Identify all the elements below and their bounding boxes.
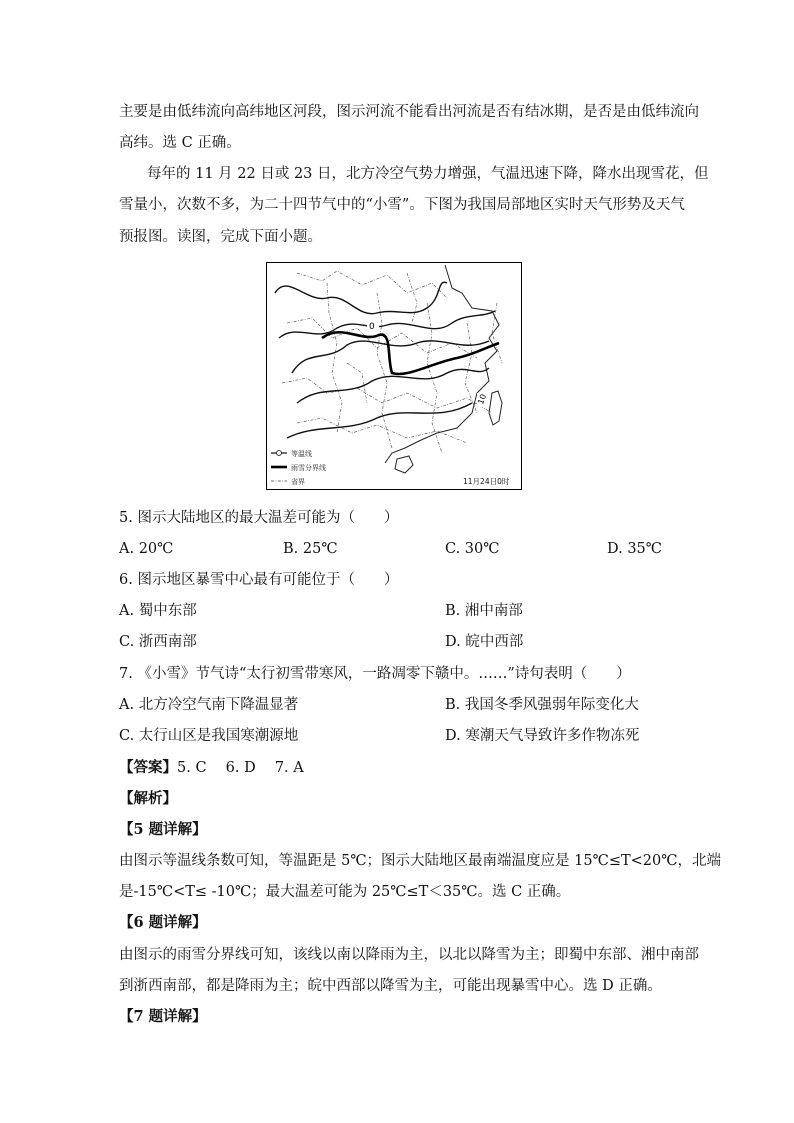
question-7-stem: 7. 《小雪》节气诗“太行初雪带寒风，一路凋零下赣中。……”诗句表明（ ） bbox=[119, 666, 631, 682]
isotherm-label-ten: 10 bbox=[476, 392, 489, 406]
legend-isotherm-marker bbox=[277, 451, 282, 456]
question-6-stem: 6. 图示地区暴雪中心最有可能位于（ ） bbox=[119, 572, 399, 588]
legend-isotherm-label: 等温线 bbox=[291, 450, 312, 458]
isotherms bbox=[275, 282, 495, 438]
q6-explanation-line-2: 到浙西南部，都是降雨为主；皖中西部以降雪为主，可能出现暴雪中心。选 D 正确。 bbox=[119, 978, 662, 994]
q5-explanation-title: 【5 题详解】 bbox=[119, 821, 207, 838]
hainan-island bbox=[395, 456, 413, 473]
weather-map-drawing bbox=[267, 263, 520, 488]
q7-explanation-title: 【7 题详解】 bbox=[119, 1008, 207, 1025]
question-6-option-c: C. 浙西南部 bbox=[119, 634, 197, 650]
q6-explanation-title: 【6 题详解】 bbox=[119, 914, 207, 931]
question-7-option-d: D. 寒潮天气导致许多作物冻死 bbox=[445, 728, 640, 744]
question-6-option-d: D. 皖中西部 bbox=[445, 634, 524, 650]
passage-line-1: 每年的 11 月 22 日或 23 日，北方冷空气势力增强，气温迅速下降，降水出现雪花，但 bbox=[147, 166, 709, 182]
question-5-option-c: C. 30℃ bbox=[445, 541, 500, 557]
question-6-option-b: B. 湘中南部 bbox=[445, 603, 523, 619]
question-5-option-b: B. 25℃ bbox=[283, 541, 338, 557]
map-timestamp: 11月24日0时 bbox=[463, 477, 510, 486]
legend-rain-snow-label: 雨雪分界线 bbox=[291, 464, 326, 472]
question-5-stem: 5. 图示大陆地区的最大温差可能为（ ） bbox=[119, 510, 399, 526]
q5-explanation-line-1: 由图示等温线条数可知，等温距是 5℃；图示大陆地区最南端温度应是 15℃≤T<20℃，北端 bbox=[119, 853, 721, 869]
question-7-option-b: B. 我国冬季风强弱年际变化大 bbox=[445, 697, 639, 713]
question-5-option-d: D. 35℃ bbox=[607, 541, 662, 557]
question-7-option-c: C. 太行山区是我国寒潮源地 bbox=[119, 728, 299, 744]
answer-line bbox=[119, 758, 304, 778]
province-borders bbox=[282, 271, 502, 453]
weather-map bbox=[266, 262, 522, 490]
intro-line-1: 主要是由低纬流向高纬地区河段，图示河流不能看出河流是否有结冰期，是否是由低纬流向 bbox=[119, 104, 699, 120]
analysis-label: 【解析】 bbox=[119, 790, 177, 807]
passage-line-2: 雪量小，次数不多，为二十四节气中的“小雪”。下图为我国局部地区实时天气形势及天气 bbox=[119, 197, 685, 213]
question-6-option-a: A. 蜀中东部 bbox=[119, 603, 197, 619]
answer-label: 【答案】 bbox=[119, 759, 177, 776]
isotherm-label-zero: 0 bbox=[369, 322, 375, 332]
q5-explanation-line-2: 是-15℃<T≤ -10℃；最大温差可能为 25℃≤T＜35℃。选 C 正确。 bbox=[119, 884, 571, 900]
map-legend bbox=[271, 449, 326, 486]
question-7-option-a: A. 北方冷空气南下降温显著 bbox=[119, 697, 299, 713]
q6-explanation-line-1: 由图示的雨雪分界线可知，该线以南以降雨为主，以北以降雪为主；即蜀中东部、湘中南部 bbox=[119, 947, 699, 963]
question-5-option-a: A. 20℃ bbox=[119, 541, 174, 557]
intro-line-2: 高纬。选 C 正确。 bbox=[119, 135, 241, 151]
answer-text: 5. C 6. D 7. A bbox=[177, 760, 304, 776]
legend-border-label: 省界 bbox=[291, 478, 305, 486]
passage-line-3: 预报图。读图，完成下面小题。 bbox=[119, 229, 322, 245]
rain-snow-line bbox=[322, 332, 499, 374]
taiwan-island bbox=[489, 391, 502, 425]
